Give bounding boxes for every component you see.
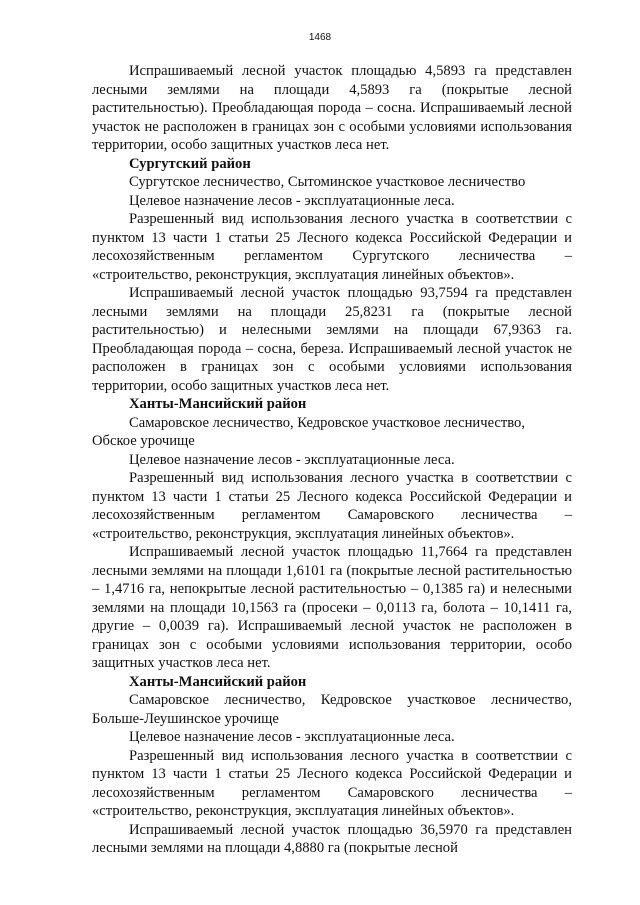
paragraph: Целевое назначение лесов - эксплуатационные леса. (129, 729, 455, 745)
section-heading: Ханты-Мансийский район (129, 673, 307, 690)
paragraph: Самаровское лесничество, Кедровское участковое лесничество, Обское урочище (92, 414, 526, 449)
paragraph: Испрашиваемый лесной участок площадью 11,7664 га представлен лесными землями на площади 1,6101 га (покрытые лесной растительностью – 1,4716 га, непокрытые лесной растительностью – 0,1385 га) и нелесными землями на площади 10,1563 га (просеки – 0,0113 га, болота – 10,1411 га, другие – 0,0039 га). Испрашиваемый лесной участок не расположен в границах зон с особыми условиями использования территории, особо защитных участков леса нет. (92, 544, 572, 671)
paragraph: Сургутское лесничество, Сытоминское участковое лесничество (129, 174, 526, 190)
paragraph: Испрашиваемый лесной участок площадью 4,5893 га представлен лесными землями на площади 4,5893 га (покрытые лесной растительностью). Преобладающая порода – сосна. Испрашиваемый лесной участок не расположен в границах зон с особыми условиями использования территории, особо защитных участков леса нет. (92, 63, 572, 153)
section-heading: Сургутский район (129, 155, 251, 172)
paragraph: Целевое назначение лесов - эксплуатационные леса. (129, 451, 455, 468)
paragraph: Разрешенный вид использования лесного участка в соответствии с пунктом 13 части 1 статьи 25 Лесного кодекса Российской Федерации и лесохозяйственным регламентом Сургутского лесничества – «строительство, реконструкция, эксплуатация линейных объектов». (92, 211, 572, 283)
section-heading: Ханты-Мансийский район (129, 396, 307, 412)
paragraph: Испрашиваемый лесной участок площадью 36,5970 га представлен лесными землями на площади 4,8880 га (покрытые лесной (92, 821, 572, 856)
paragraph: Испрашиваемый лесной участок площадью 93,7594 га представлен лесными землями на площади 25,8231 га (покрытые лесной растительностью) и нелесными землями на площади 67,9363 га. Преобладающая порода – сосна, береза. Испрашиваемый лесной участок не расположен в границах зон с особыми условиями использования территории, особо защитных участков леса нет. (92, 285, 572, 394)
paragraph: Разрешенный вид использования лесного участка в соответствии с пунктом 13 части 1 статьи 25 Лесного кодекса Российской Федерации и лесохозяйственным регламентом Самаровского лесничества – «строительство, реконструкция, эксплуатация линейных объектов». (92, 470, 572, 542)
paragraph: Целевое назначение лесов - эксплуатационные леса. (129, 192, 455, 209)
document-body (92, 62, 572, 858)
paragraph: Самаровское лесничество, Кедровское участковое лесничество, Больше-Леушинское урочище (92, 692, 572, 727)
page-number: 1468 (308, 32, 332, 43)
paragraph: Разрешенный вид использования лесного участка в соответствии с пунктом 13 части 1 статьи 25 Лесного кодекса Российской Федерации и лесохозяйственным регламентом Самаровского лесничества – «строительство, реконструкция, эксплуатация линейных объектов». (92, 747, 572, 819)
